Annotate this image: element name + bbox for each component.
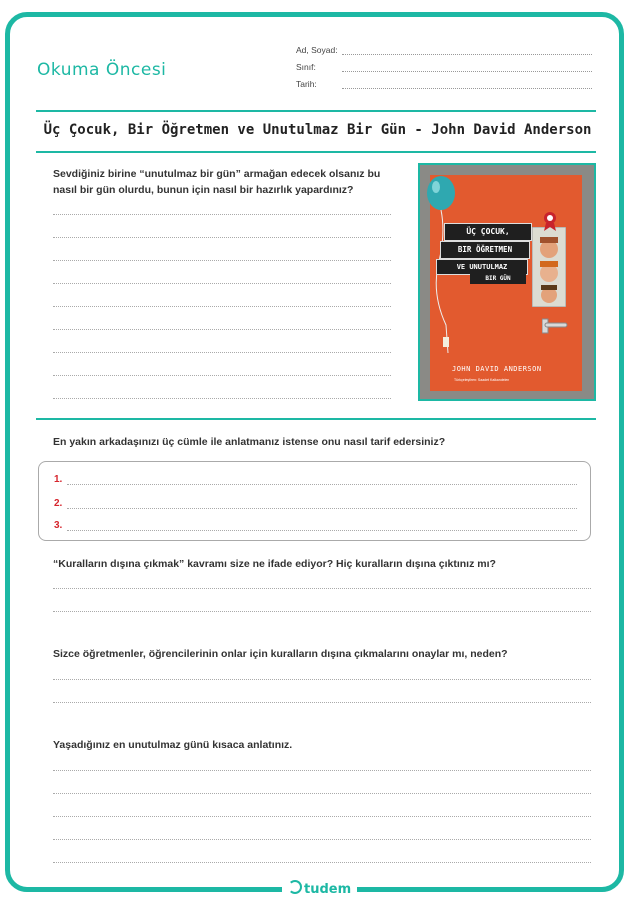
answer-line[interactable] (53, 770, 591, 771)
answer-line[interactable] (53, 588, 591, 589)
answer-line[interactable] (53, 793, 591, 794)
answer-line[interactable] (53, 816, 591, 817)
cover-title-3: VE UNUTULMAZ (436, 259, 528, 275)
divider (36, 151, 596, 153)
answer-line[interactable] (67, 530, 577, 531)
cover-translator: Türkçeleştiren: Saadet Kalkandelen (454, 378, 510, 382)
cover-title-4: BIR GÜN (470, 274, 526, 284)
answer-line[interactable] (53, 214, 391, 215)
book-cover (418, 163, 596, 401)
answer-line[interactable] (53, 352, 391, 353)
answer-line[interactable] (53, 375, 391, 376)
answer-line[interactable] (53, 862, 591, 863)
class-field[interactable] (342, 71, 592, 72)
answer-line[interactable] (53, 237, 391, 238)
date-label: Tarih: (296, 79, 317, 89)
kids-window-icon (532, 227, 566, 307)
divider (36, 418, 596, 420)
numbered-answer-box (38, 461, 591, 541)
number-3: 3. (54, 520, 63, 531)
question-4: Sizce öğretmenler, öğrencilerinin onlar için kuralların dışına çıkmalarını onaylar mı, neden? (53, 648, 508, 660)
answer-line[interactable] (53, 679, 591, 680)
answer-line[interactable] (53, 398, 391, 399)
class-label: Sınıf: (296, 62, 316, 72)
answer-line[interactable] (53, 260, 391, 261)
door-handle-icon (542, 317, 568, 335)
question-1-line-1: Sevdiğiniz birine “unutulmaz bir gün” armağan edecek olsanız bu (53, 168, 381, 180)
date-field[interactable] (342, 88, 592, 89)
footer-brand: tudem (304, 882, 352, 897)
question-1 (53, 166, 380, 198)
cover-title-2: BIR ÖĞRETMEN (440, 241, 530, 259)
section-title: Okuma Öncesi (37, 60, 167, 80)
tudem-logo (282, 880, 357, 897)
answer-line[interactable] (53, 611, 591, 612)
divider (36, 110, 596, 112)
cover-door (430, 175, 582, 391)
number-2: 2. (54, 498, 63, 509)
name-field[interactable] (342, 54, 592, 55)
tudem-logo-icon (288, 880, 302, 894)
answer-line[interactable] (53, 329, 391, 330)
answer-line[interactable] (53, 839, 591, 840)
answer-line[interactable] (53, 283, 391, 284)
answer-line[interactable] (53, 306, 391, 307)
answer-line[interactable] (67, 508, 577, 509)
answer-line[interactable] (53, 702, 591, 703)
question-1-line-2: nasıl bir gün olurdu, bunun için nasıl bir hazırlık yapardınız? (53, 184, 354, 196)
name-label: Ad, Soyad: (296, 45, 338, 55)
number-1: 1. (54, 474, 63, 485)
cover-author: JOHN DAVID ANDERSON (452, 365, 542, 373)
cover-title-1: ÜÇ ÇOCUK, (444, 223, 532, 241)
answer-line[interactable] (67, 484, 577, 485)
question-5: Yaşadığınız en unutulmaz günü kısaca anlatınız. (53, 739, 293, 751)
question-2: En yakın arkadaşınızı üç cümle ile anlatmanız istense onu nasıl tarif edersiniz? (53, 436, 446, 448)
page-frame (5, 12, 624, 892)
ribbon-badge-icon (542, 211, 558, 231)
book-title: Üç Çocuk, Bir Öğretmen ve Unutulmaz Bir Gün - John David Anderson (43, 122, 592, 138)
question-3: “Kuralların dışına çıkmak” kavramı size ne ifade ediyor? Hiç kuralların dışına çıktınız mı? (53, 558, 496, 570)
